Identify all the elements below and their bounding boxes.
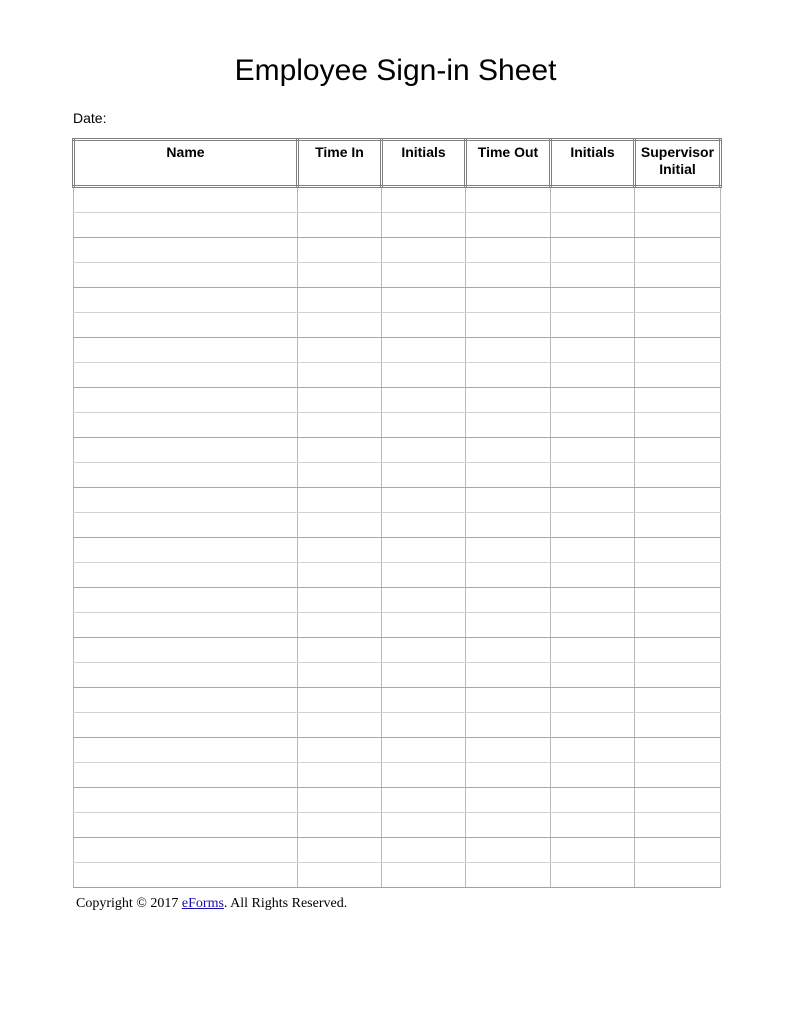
cell-time-out[interactable] [466,713,551,738]
cell-supervisor-initial[interactable] [635,738,721,763]
cell-initials-in[interactable] [382,738,466,763]
cell-name[interactable] [74,313,298,338]
cell-time-in[interactable] [298,338,382,363]
cell-time-in[interactable] [298,663,382,688]
cell-supervisor-initial[interactable] [635,713,721,738]
cell-time-in[interactable] [298,738,382,763]
cell-initials-out[interactable] [551,813,635,838]
cell-supervisor-initial[interactable] [635,788,721,813]
cell-initials-out[interactable] [551,863,635,888]
cell-initials-out[interactable] [551,838,635,863]
cell-name[interactable] [74,663,298,688]
cell-name[interactable] [74,588,298,613]
cell-time-in[interactable] [298,213,382,238]
cell-initials-in[interactable] [382,238,466,263]
cell-time-out[interactable] [466,638,551,663]
cell-time-in[interactable] [298,688,382,713]
cell-supervisor-initial[interactable] [635,463,721,488]
cell-time-out[interactable] [466,388,551,413]
cell-name[interactable] [74,513,298,538]
cell-supervisor-initial[interactable] [635,488,721,513]
cell-time-out[interactable] [466,263,551,288]
cell-initials-out[interactable] [551,588,635,613]
cell-time-in[interactable] [298,187,382,213]
table-row [74,763,721,788]
cell-supervisor-initial[interactable] [635,238,721,263]
cell-time-in[interactable] [298,313,382,338]
cell-time-in[interactable] [298,388,382,413]
cell-time-out[interactable] [466,663,551,688]
cell-time-out[interactable] [466,187,551,213]
table-row [74,638,721,663]
cell-name[interactable] [74,187,298,213]
cell-supervisor-initial[interactable] [635,663,721,688]
cell-initials-out[interactable] [551,388,635,413]
cell-time-in[interactable] [298,713,382,738]
cell-time-in[interactable] [298,538,382,563]
cell-initials-out[interactable] [551,438,635,463]
table-row [74,613,721,638]
cell-time-out[interactable] [466,688,551,713]
cell-time-in[interactable] [298,613,382,638]
cell-initials-out[interactable] [551,663,635,688]
cell-time-in[interactable] [298,863,382,888]
cell-supervisor-initial[interactable] [635,363,721,388]
cell-name[interactable] [74,613,298,638]
cell-initials-in[interactable] [382,788,466,813]
cell-initials-in[interactable] [382,488,466,513]
cell-time-in[interactable] [298,288,382,313]
cell-initials-out[interactable] [551,638,635,663]
cell-supervisor-initial[interactable] [635,388,721,413]
cell-supervisor-initial[interactable] [635,638,721,663]
table-row [74,788,721,813]
cell-initials-in[interactable] [382,663,466,688]
cell-initials-out[interactable] [551,788,635,813]
cell-supervisor-initial[interactable] [635,288,721,313]
table-row [74,538,721,563]
table-row [74,438,721,463]
cell-name[interactable] [74,238,298,263]
date-label: Date: [73,110,107,126]
column-header-initials-in: Initials [382,140,466,187]
cell-time-out[interactable] [466,563,551,588]
cell-supervisor-initial[interactable] [635,838,721,863]
cell-name[interactable] [74,213,298,238]
cell-time-in[interactable] [298,363,382,388]
cell-name[interactable] [74,738,298,763]
table-row [74,838,721,863]
sign-in-table [72,138,722,888]
table-row [74,288,721,313]
cell-initials-in[interactable] [382,613,466,638]
cell-supervisor-initial[interactable] [635,863,721,888]
table-row [74,813,721,838]
table-row [74,588,721,613]
cell-initials-in[interactable] [382,838,466,863]
cell-initials-in[interactable] [382,187,466,213]
cell-supervisor-initial[interactable] [635,413,721,438]
table-row [74,413,721,438]
cell-initials-out[interactable] [551,513,635,538]
cell-supervisor-initial[interactable] [635,563,721,588]
cell-initials-out[interactable] [551,738,635,763]
cell-initials-out[interactable] [551,338,635,363]
copyright-suffix: . All Rights Reserved. [223,896,348,911]
cell-time-out[interactable] [466,838,551,863]
cell-time-out[interactable] [466,863,551,888]
cell-supervisor-initial[interactable] [635,538,721,563]
cell-time-in[interactable] [298,513,382,538]
cell-initials-in[interactable] [382,413,466,438]
cell-initials-out[interactable] [551,688,635,713]
cell-initials-in[interactable] [382,288,466,313]
cell-time-out[interactable] [466,763,551,788]
cell-name[interactable] [74,438,298,463]
cell-initials-out[interactable] [551,238,635,263]
cell-supervisor-initial[interactable] [635,187,721,213]
cell-time-in[interactable] [298,463,382,488]
cell-time-out[interactable] [466,288,551,313]
cell-initials-in[interactable] [382,463,466,488]
cell-time-out[interactable] [466,588,551,613]
cell-initials-in[interactable] [382,563,466,588]
column-header-time-out: Time Out [466,140,551,187]
cell-time-out[interactable] [466,238,551,263]
table-row [74,863,721,888]
cell-initials-out[interactable] [551,538,635,563]
cell-supervisor-initial[interactable] [635,438,721,463]
cell-initials-in[interactable] [382,338,466,363]
cell-time-out[interactable] [466,488,551,513]
cell-supervisor-initial[interactable] [635,688,721,713]
cell-time-in[interactable] [298,588,382,613]
column-header-initials-out: Initials [551,140,635,187]
table-row [74,213,721,238]
cell-name[interactable] [74,338,298,363]
cell-initials-out[interactable] [551,488,635,513]
copyright-prefix: Copyright © 2017 [76,896,182,911]
cell-name[interactable] [74,563,298,588]
table-row [74,238,721,263]
column-header-supervisor-initial: Supervisor Initial [635,140,721,187]
cell-initials-in[interactable] [382,438,466,463]
cell-time-out[interactable] [466,438,551,463]
page-title: Employee Sign-in Sheet [234,54,557,87]
cell-supervisor-initial[interactable] [635,213,721,238]
table-row [74,513,721,538]
table-body [74,187,721,888]
cell-name[interactable] [74,463,298,488]
cell-time-out[interactable] [466,413,551,438]
cell-time-in[interactable] [298,413,382,438]
cell-name[interactable] [74,263,298,288]
cell-initials-in[interactable] [382,763,466,788]
cell-initials-in[interactable] [382,388,466,413]
cell-initials-out[interactable] [551,463,635,488]
cell-name[interactable] [74,638,298,663]
cell-time-out[interactable] [466,338,551,363]
cell-time-in[interactable] [298,638,382,663]
cell-time-in[interactable] [298,263,382,288]
cell-name[interactable] [74,863,298,888]
cell-initials-out[interactable] [551,763,635,788]
cell-initials-in[interactable] [382,688,466,713]
cell-initials-in[interactable] [382,213,466,238]
cell-time-in[interactable] [298,763,382,788]
cell-initials-in[interactable] [382,813,466,838]
cell-supervisor-initial[interactable] [635,763,721,788]
cell-time-out[interactable] [466,213,551,238]
cell-time-in[interactable] [298,788,382,813]
cell-initials-out[interactable] [551,187,635,213]
table-header-row [74,140,721,187]
cell-supervisor-initial[interactable] [635,263,721,288]
cell-initials-in[interactable] [382,638,466,663]
cell-time-in[interactable] [298,813,382,838]
table-row [74,663,721,688]
cell-initials-out[interactable] [551,263,635,288]
cell-initials-out[interactable] [551,288,635,313]
cell-time-out[interactable] [466,513,551,538]
table-row [74,313,721,338]
cell-name[interactable] [74,813,298,838]
cell-name[interactable] [74,388,298,413]
table-row [74,388,721,413]
cell-name[interactable] [74,788,298,813]
cell-initials-in[interactable] [382,363,466,388]
cell-name[interactable] [74,713,298,738]
cell-initials-out[interactable] [551,563,635,588]
cell-name[interactable] [74,763,298,788]
cell-name[interactable] [74,688,298,713]
eforms-link[interactable]: eForms [181,896,224,911]
cell-initials-out[interactable] [551,713,635,738]
cell-initials-in[interactable] [382,538,466,563]
cell-time-out[interactable] [466,463,551,488]
cell-supervisor-initial[interactable] [635,513,721,538]
cell-time-in[interactable] [298,838,382,863]
cell-name[interactable] [74,363,298,388]
cell-time-in[interactable] [298,238,382,263]
cell-name[interactable] [74,538,298,563]
cell-initials-out[interactable] [551,613,635,638]
table-row [74,563,721,588]
cell-initials-in[interactable] [382,513,466,538]
table-row [74,488,721,513]
table-row [74,338,721,363]
cell-initials-out[interactable] [551,363,635,388]
cell-initials-in[interactable] [382,863,466,888]
cell-supervisor-initial[interactable] [635,813,721,838]
table-row [74,363,721,388]
copyright-footer [76,896,347,912]
cell-initials-in[interactable] [382,263,466,288]
cell-time-out[interactable] [466,788,551,813]
cell-initials-in[interactable] [382,588,466,613]
column-header-time-in: Time In [298,140,382,187]
cell-name[interactable] [74,288,298,313]
cell-initials-out[interactable] [551,313,635,338]
column-header-name: Name [74,140,298,187]
cell-name[interactable] [74,838,298,863]
cell-initials-out[interactable] [551,213,635,238]
table-row [74,463,721,488]
table-row [74,713,721,738]
cell-supervisor-initial[interactable] [635,588,721,613]
cell-initials-in[interactable] [382,313,466,338]
cell-supervisor-initial[interactable] [635,313,721,338]
cell-time-out[interactable] [466,363,551,388]
table-row [74,263,721,288]
cell-initials-out[interactable] [551,413,635,438]
cell-time-out[interactable] [466,813,551,838]
cell-name[interactable] [74,488,298,513]
cell-time-in[interactable] [298,563,382,588]
table-row [74,187,721,213]
cell-time-out[interactable] [466,313,551,338]
table-row [74,738,721,763]
table-row [74,688,721,713]
cell-supervisor-initial[interactable] [635,338,721,363]
cell-time-out[interactable] [466,613,551,638]
cell-supervisor-initial[interactable] [635,613,721,638]
cell-time-in[interactable] [298,438,382,463]
cell-time-out[interactable] [466,738,551,763]
cell-initials-in[interactable] [382,713,466,738]
cell-name[interactable] [74,413,298,438]
cell-time-out[interactable] [466,538,551,563]
cell-time-in[interactable] [298,488,382,513]
